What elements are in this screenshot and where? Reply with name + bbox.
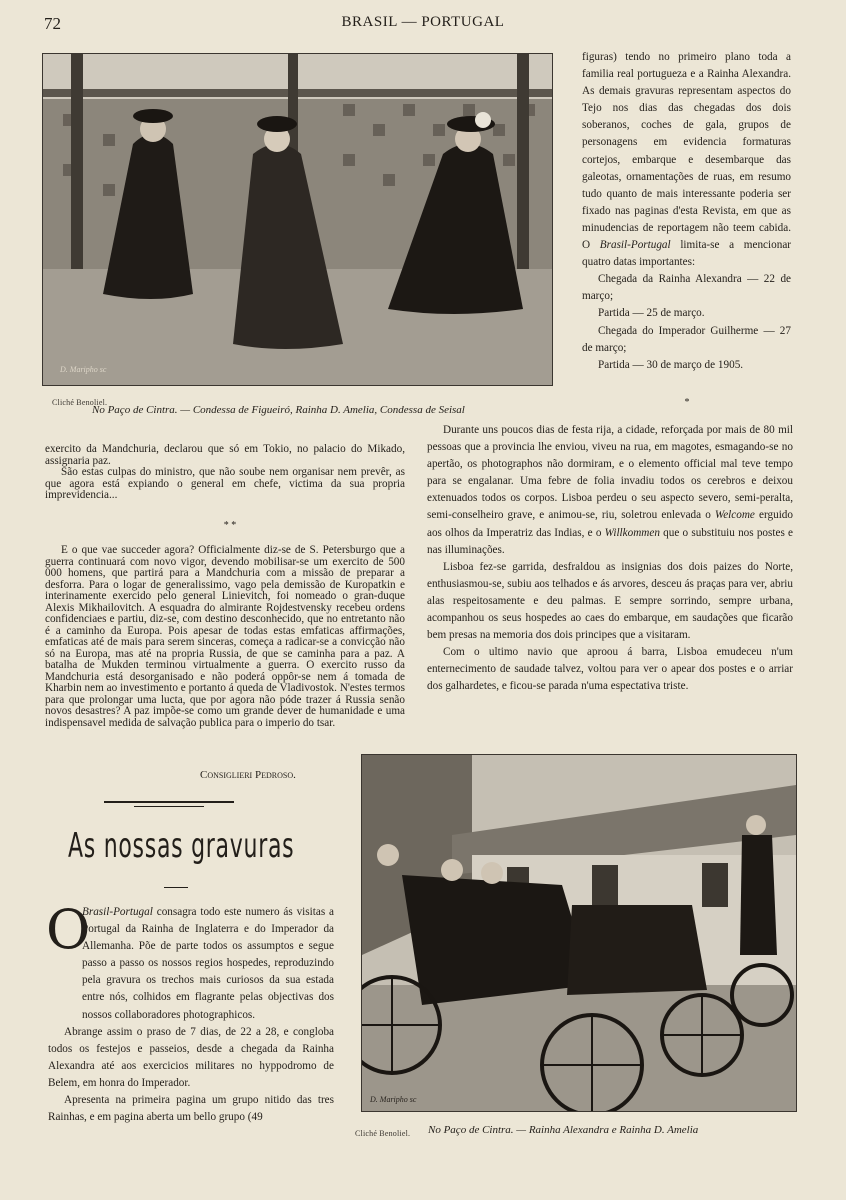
title-rule-top-2: [134, 806, 204, 807]
gravuras-article: [46, 898, 335, 1126]
photo-carriage: [361, 754, 797, 1112]
war-article: [45, 444, 405, 502]
date-departure-alexandra: Partida — 25 de março.: [598, 307, 705, 320]
gravuras-continuation: figuras) tendo no primeiro plano toda a familia real portugueza e a Rainha Alexandra. As demais gravuras representam aspectos do Tejo nos dias das chegadas dos dois soberanos, coches de gala, grupos de personagens em evidencia formaturas cortejos, embarque e desembarque das galeotas, ornamentações de ruas, em resumo tudo quanto de mais interessante poderia ser fixado nas paginas d'esta Revista, em que as minudencias de reportagem não teem cabida. O Brasil-Portugal limita-se a mencionar quatro datas importantes:: [582, 51, 792, 269]
gravuras-paragraph-3: Apresenta na primeira pagina um grupo nitido das tres Rainhas, e em pagina aberta um bello grupo (49: [48, 1094, 334, 1124]
festivities-article: [427, 422, 793, 696]
right-column-top: [582, 49, 791, 374]
gravuras-paragraph-2: Abrange assim o praso de 7 dias, de 22 a 28, e congloba todos os festejos e passeios, desde a chegada da Rainha Alexandra até aos exercicios militares no hyppodromo de Belem, em honra do Imperador.: [48, 1025, 334, 1089]
drop-cap: O: [46, 898, 91, 961]
star-separator-left: * *: [223, 520, 237, 531]
photo-caption-2: No Paço de Cintra. — Rainha Alexandra e Rainha D. Amelia: [428, 1124, 699, 1136]
section-title: As nossas gravuras: [68, 826, 295, 866]
engraver-signature-2: D. Maripho sc: [370, 1095, 417, 1104]
photo-carriage-image: [362, 755, 796, 1111]
title-rule-top: [104, 801, 234, 803]
photo-credit-1: Cliché Benoliel.: [52, 398, 108, 407]
engraver-signature-1: D. Maripho sc: [60, 365, 107, 374]
festivities-paragraph-3: Com o ultimo navio que aproou á barra, Lisboa emudeceu n'um enternecimento de saudade talvez, voltou para ver o apear dos postes e o arriar dos galhardetes, e ficou-se parada n'uma espectativa triste.: [427, 646, 793, 693]
photo-caption-1: No Paço de Cintra. — Condessa de Figueiró, Rainha D. Amelia, Condessa de Seisal: [92, 404, 465, 416]
running-title: BRASIL — PORTUGAL: [341, 14, 505, 30]
title-rule-bottom: [164, 887, 188, 888]
festivities-paragraph-1: Durante uns poucos dias de festa rija, a cidade, reforçada por mais de 80 mil pessoas que a provincia lhe enviou, viveu na rua, em magotes, esmagando-se no apertão, os photographos não dormiram, e o elemento official mal teve tempo para se engalanar. Uma febre de folia invadiu todos os cerebros e deixou extenuados todos os corpos. Lisboa perdeu o seu aspecto severo, semi-peralta, semi-conselheiro grave, e animou-se, riu, soletrou enlevada o Welcome erguido aos olhos da Imperatriz das Indias, e o Willkommen que o substituiu nos postes e nas illuminações.: [427, 424, 793, 556]
date-arrival-alexandra: Chegada da Rainha Alexandra — 22 de março;: [582, 273, 791, 303]
date-arrival-guilherme: Chegada do Imperador Guilherme — 27 de março;: [582, 324, 791, 354]
photo-three-ladies-image: [43, 54, 552, 385]
festivities-paragraph-2: Lisboa fez-se garrida, desfraldou as insignias dos dois paizes do Norte, enthusiasmou-se, subiu aos telhados e ás arvores, desceu ás praças para ver, abriu alas respeitosamente e deu palmas. E sempre sorrindo, sempre urbana, acompanhou os seus hospedes ao caes do embarque, em saudações que ficarão bem presas na memoria dos dois principes que a visitaram.: [427, 560, 793, 642]
photo-three-ladies: [42, 53, 553, 386]
war-paragraph-2: São estas culpas do ministro, que não soube nem organisar nem prevêr, as que agora está expiando o general em chefe, victima da sua propria imprevidencia...: [45, 466, 405, 501]
date-departure-guilherme: Partida — 30 de março de 1905.: [598, 358, 744, 371]
war-paragraph-1: exercito da Mandchuria, declarou que só em Tokio, no palacio do Mikado, assignaria paz.: [45, 443, 405, 467]
star-separator-right: *: [684, 397, 690, 408]
war-article-continued: [45, 545, 405, 729]
page-number: 72: [44, 14, 61, 33]
photo-credit-2: Cliché Benoliel.: [355, 1129, 411, 1138]
war-paragraph-3: E o que vae succeder agora? Officialmente diz-se de S. Petersburgo que a guerra continuará com novo vigor, devendo mobilisar-se um exercito de 500 000 homens, que partirá para a Mandchuria com a missão de preparar a desforra. Para o logar de generalissimo, vago pela demissão de Kuropatkin e interinamente exercido pelo general Linievitch, foi nomeado o gran-duque Alexis Mikhailovitch. A esquadra do almirante Rojdestvensky recebeu ordens confidenciaes e partiu, diz-se, com destino desconhecido, que no entretanto não é a caminho da Europa. Pois apesar de todas estas emfaticas affirmações, emfaticas até de mais para serem sinceras, começa a radicar-se a convicção não só na Europa, mas até na propria Russia, de que se caminha para a paz. A batalha de Mukden terminou virtualmente a guerra. O exercito russo da Mandchuria está desorganisado e não poderá oppôr-se nem á tomada de Kharbin nem ao investimento e portanto á queda de Vladivostok. N'estes termos para que prolongar uma lucta, que por agora não póde trazer á Russia senão novos desastres? A paz impõe-se como um grande dever de humanidade e uma indispensavel medida de salvação publica para o imperio do tsar.: [45, 544, 405, 729]
gravuras-paragraph-1: Brasil-Portugal consagra todo este numero ás visitas a Portugal da Rainha de Inglaterra e do Imperador da Allemanha. Põe de parte todos os assumptos e segue passo a passo os nossos regios hospedes, reproduzindo pela gravura os trechos mais curiosos da sua estada entre nós, colhidos em flagrante pelas objectivas dos nossos collaboradores photographicos.: [82, 906, 335, 1021]
article-author: Consiglieri Pedroso.: [200, 769, 296, 781]
